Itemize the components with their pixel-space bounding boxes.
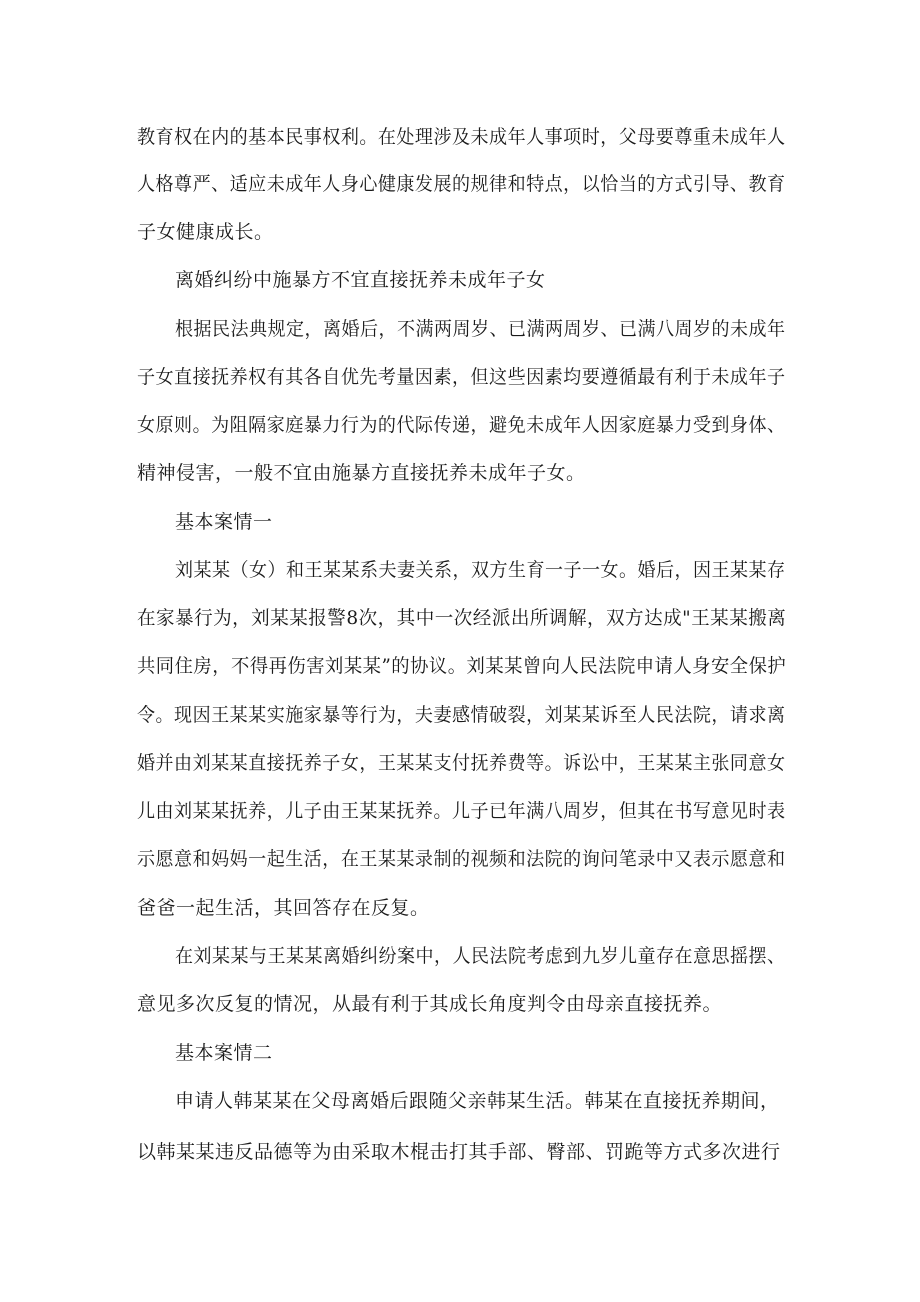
text-line: 根据民法典规定，离婚后，不满两周岁、已满两周岁、已满八周岁的未成年	[175, 318, 786, 340]
text-line: 人格尊严、适应未成年人身心健康发展的规律和特点，以恰当的方式引导、教育	[137, 173, 786, 195]
section-heading: 离婚纠纷中施暴方不宜直接抚养未成年子女	[175, 269, 546, 291]
text-line: 以韩某某违反品德等为由采取木棍击打其手部、臀部、罚跪等方式多次进行	[137, 1141, 781, 1163]
text-line: 在家暴行为，刘某某报警8次，其中一次经派出所调解，双方达成"王某某搬离	[137, 607, 787, 629]
text-line: 女原则。为阻隔家庭暴力行为的代际传递，避免未成年人因家庭暴力受到身体、	[137, 414, 786, 436]
text-line: 意见多次反复的情况，从最有利于其成长角度判令由母亲直接抚养。	[137, 993, 723, 1015]
text-line: 精神侵害，一般不宜由施暴方直接抚养未成年子女。	[137, 462, 586, 484]
text-line: 儿由刘某某抚养，儿子由王某某抚养。儿子已年满八周岁，但其在书写意见时表	[137, 800, 786, 822]
text-line: 子女健康成长。	[137, 221, 274, 243]
text-line: 在刘某某与王某某离婚纠纷案中，人民法院考虑到九岁儿童存在意思摇摆、	[175, 945, 786, 967]
text-line: 申请人韩某某在父母离婚后跟随父亲韩某生活。韩某在直接抚养期间，	[175, 1090, 780, 1112]
text-line: 子女直接抚养权有其各自优先考量因素，但这些因素均要遵循最有利于未成年子	[137, 366, 786, 388]
text-line: 教育权在内的基本民事权利。在处理涉及未成年人事项时，父母要尊重未成年人	[137, 126, 786, 148]
section-heading: 基本案情一	[175, 511, 273, 533]
text-line: 刘某某（女）和王某某系夫妻关系，双方生育一子一女。婚后，因王某某存	[175, 559, 786, 581]
text-line: 示愿意和妈妈一起生活，在王某某录制的视频和法院的询问笔录中又表示愿意和	[137, 848, 786, 870]
section-heading: 基本案情二	[175, 1042, 273, 1064]
text-line: 令。现因王某某实施家暴等行为，夫妻感情破裂，刘某某诉至人民法院，请求离	[137, 704, 786, 726]
text-line: 共同住房，不得再伤害刘某某”的协议。刘某某曾向人民法院申请人身安全保护	[137, 655, 787, 677]
text-line: 爸爸一起生活，其回答存在反复。	[137, 897, 430, 919]
text-line: 婚并由刘某某直接抚养子女，王某某支付抚养费等。诉讼中，王某某主张同意女	[137, 752, 786, 774]
